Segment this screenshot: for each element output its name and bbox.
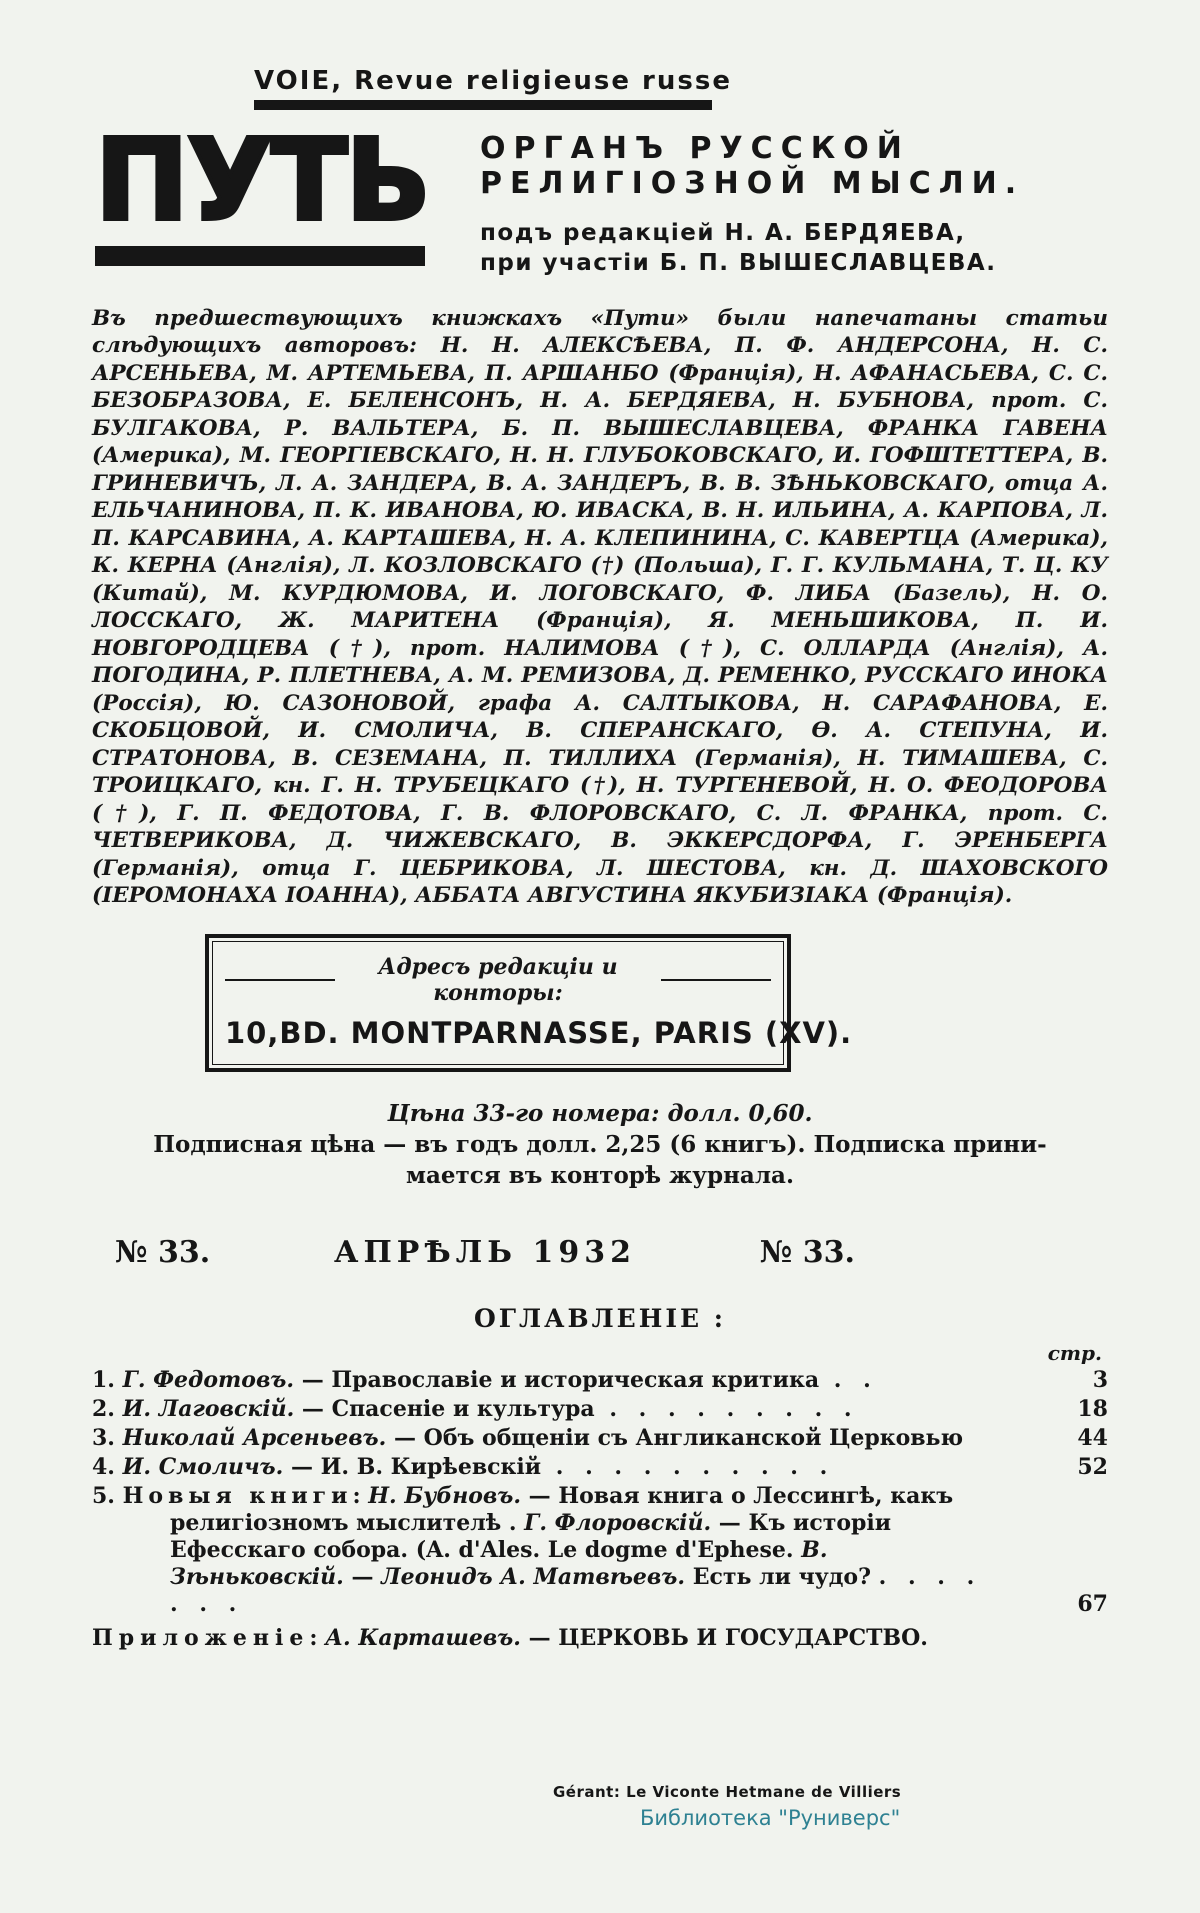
toc-entry-text: — [343, 1563, 382, 1590]
toc-item-5 [92, 1483, 1108, 1618]
toc-appendix [92, 1624, 1108, 1652]
toc-entry-author: В. Зѣньковскій. [170, 1536, 828, 1590]
address-box-inner [212, 941, 853, 1065]
toc-entry-text: — Новая книга о Лессингѣ, какъ религіозномъ мыслителѣ . [170, 1482, 954, 1536]
appendix-label: Приложеніе [92, 1624, 310, 1651]
gerant-line: Gérant: Le Viconte Hetmane de Villiers [553, 1783, 902, 1801]
masthead-right [480, 128, 1024, 279]
issue-number-left: № 33. [115, 1234, 211, 1270]
pricing-block [0, 1098, 1200, 1191]
logo-block [95, 116, 430, 279]
toc-item-4 [92, 1454, 1108, 1481]
toc-entry-title: — Спасеніе и культура [294, 1395, 595, 1422]
editor-line1: подъ редакціей Н. А. БЕРДЯЕВА, [480, 220, 966, 246]
organ-line2: РЕЛИГІОЗНОЙ МЫСЛИ. [480, 165, 1025, 201]
authors-paragraph: Въ предшествующихъ книжкахъ «Пути» были напечатаны статьи слѣдующихъ авторовъ: Н. Н. АЛЕКСѢЕВА, П. Ф. АНДЕРСОНА, Н. С. АРСЕНЬЕВА, М. АРТЕМЬЕВА, П. АРШАНБО (Франція), Н. АФАНАСЬЕВА, С. С. БЕЗОБРАЗОВА, Е. БЕЛЕНСОНЪ, Н. А. БЕРДЯЕВА, Н. БУБНОВА, прот. С. БУЛГАКОВА, Р. ВАЛЬТЕРА, Б. П. ВЫШЕСЛАВЦЕВА, ФРАНКА ГАВЕНА (Америка), М. ГЕОРГІЕВСКАГО, Н. Н. ГЛУБОКОВСКАГО, И. ГОФШТЕТТЕРА, В. ГРИНЕВИЧЪ, Л. А. ЗАНДЕРА, В. А. ЗАНДЕРЪ, В. В. ЗѢНЬКОВСКАГО, отца А. ЕЛЬЧАНИНОВА, П. К. ИВАНОВА, Ю. ИВАСКА, В. Н. ИЛЬИНА, А. КАРПОВА, Л. П. КАРСАВИНА, А. КАРТАШЕВА, Н. А. КЛЕПИНИНА, С. КАВЕРТЦА (Америка), К. КЕРНА (Англія), Л. КОЗЛОВСКАГО (†) (Польша), Г. Г. КУЛЬМАНА, Т. Ц. КУ (Китай), М. КУРДЮМОВА, И. ЛОГОВСКАГО, Ф. ЛИБА (Базель), Н. О. ЛОССКАГО, Ж. МАРИТЕНА (Франція), Я. МЕНЬШИКОВА, П. И. НОВГОРОДЦЕВА (†), прот. НАЛИМОВА (†), С. ОЛЛАРДА (Англія), А. ПОГОДИНА, Р. ПЛЕТНЕВА, А. М. РЕМИЗОВА, Д. РЕМЕНКО, РУССКАГО ИНОКА (Россія), Ю. САЗОНОВОЙ, графа А. САЛТЫКОВА, Н. САРАФАНОВА, Е. СКОБЦОВОЙ, И. СМОЛИЧА, В. СПЕРАНСКАГО, Ѳ. А. СТЕПУНА, И. СТРАТОНОВА, В. СЕЗЕМАНА, П. ТИЛЛИХА (Германія), Н. ТИМАШЕВА, С. ТРОИЦКАГО, кн. Г. Н. ТРУБЕЦКАГО (†), Н. ТУРГЕНЕВОЙ, Н. О. ФЕОДОРОВА (†), Г. П. ФЕДОТОВА, Г. В. ФЛОРОВСКАГО, С. Л. ФРАНКА, прот. С. ЧЕТВЕРИКОВА, Д. ЧИЖЕВСКАГО, В. ЭККЕРСДОРФА, Г. ЭРЕНБЕРГА (Германія), отца Г. ЦЕБРИКОВА, Л. ШЕСТОВА, кн. Д. ШАХОВСКОГО (ІЕРОМОНАХА ІОАННА), АББАТА АВГУСТИНА ЯКУБИЗІАКА (Франція). [92, 305, 1108, 909]
issue-row [115, 1235, 855, 1270]
toc-heading: ОГЛАВЛЕНІЕ : [473, 1303, 727, 1333]
toc-leader-dots: . . . . . . . [170, 1563, 982, 1617]
editor-line2: при участіи Б. П. ВЫШЕСЛАВЦЕВА. [480, 249, 997, 276]
editors-block [480, 219, 1024, 279]
toc-item-1 [92, 1367, 1108, 1394]
issue-number-right: № 33. [759, 1234, 855, 1270]
toc-entry-number: 2. [92, 1395, 115, 1422]
price-line2: Подписная цѣна — въ годъ долл. 2,25 (6 книгъ). Подписка прини- [153, 1130, 1047, 1158]
banner-rule [254, 100, 712, 110]
toc-leader-dots: . . [819, 1366, 878, 1393]
toc-entry-title: — Объ общеніи съ Англиканской Церковью [386, 1424, 964, 1451]
journal-logo: ПУТЬ [95, 116, 429, 246]
issue-date: АПРѢЛЬ 1932 [334, 1234, 636, 1270]
toc-section-label: Новыя книги [122, 1482, 353, 1509]
toc-leader-dots: . . . . . . . . . [594, 1395, 859, 1422]
masthead [95, 116, 1110, 279]
toc-entry-number: 3. [92, 1424, 115, 1451]
toc-item-2 [92, 1396, 1108, 1423]
toc-entry-author: Г. Федотовъ. [122, 1366, 295, 1393]
toc-entry-text: — Къ исторіи Ефесскаго собора. (A. d'Ales. Le dogme d'Ephese. [170, 1509, 892, 1563]
toc-section-colon: : [352, 1482, 369, 1509]
toc-entry-author: Леонидъ А. Матвѣевъ. [381, 1563, 686, 1590]
toc-page-column-label: стр. [1047, 1340, 1102, 1365]
toc-entry-page: 67 [1077, 1590, 1108, 1617]
library-watermark: Библиотека "Руниверс" [640, 1806, 901, 1830]
appendix-author: А. Карташевъ. [325, 1624, 521, 1651]
address-label: Адресъ редакціи и конторы: [225, 954, 771, 1006]
toc-entry-author: И. Лаговскій. [122, 1395, 295, 1422]
appendix-colon: : [309, 1624, 326, 1651]
toc-entry-author: Николай Арсеньевъ. [122, 1424, 387, 1451]
toc-entry-author: Н. Бубновъ. [368, 1482, 522, 1509]
logo-rule [95, 246, 425, 266]
top-banner [254, 66, 732, 110]
organ-line1: ОРГАНЪ РУССКОЙ [480, 131, 910, 166]
toc-entry-number: 4. [92, 1453, 115, 1480]
toc-entry-page: 52 [1077, 1453, 1108, 1480]
toc-entry-title: — И. В. Кирѣевскій [283, 1453, 542, 1480]
toc-entry-number: 1. [92, 1366, 115, 1393]
toc-entry-author: Г. Флоровскій. [524, 1509, 712, 1536]
toc-entry-page: 3 [1092, 1366, 1108, 1393]
appendix-title: — ЦЕРКОВЬ И ГОСУДАРСТВО. [520, 1624, 928, 1651]
banner-title: VOIE, Revue religieuse russe [254, 66, 732, 96]
toc-entry-page: 44 [1077, 1424, 1108, 1451]
address-text: 10,BD. MONTPARNASSE, PARIS (XV). [225, 1015, 853, 1050]
price-line1: Цѣна 33-го номера: долл. 0,60. [387, 1099, 813, 1127]
toc-entry-text: Есть ли чудо? [685, 1563, 879, 1590]
table-of-contents [92, 1304, 1108, 1652]
toc-entry-author: И. Смоличъ. [122, 1453, 284, 1480]
toc-leader-dots: . . . . . . . . . . [541, 1453, 835, 1480]
price-line3: мается въ конторѣ журнала. [406, 1161, 794, 1189]
address-box [205, 934, 853, 1072]
toc-entry-title: — Православіе и историческая критика [294, 1366, 820, 1393]
toc-entry-number: 5. [92, 1482, 115, 1509]
toc-entry-page: 18 [1077, 1395, 1108, 1422]
toc-item-3 [92, 1425, 1108, 1452]
